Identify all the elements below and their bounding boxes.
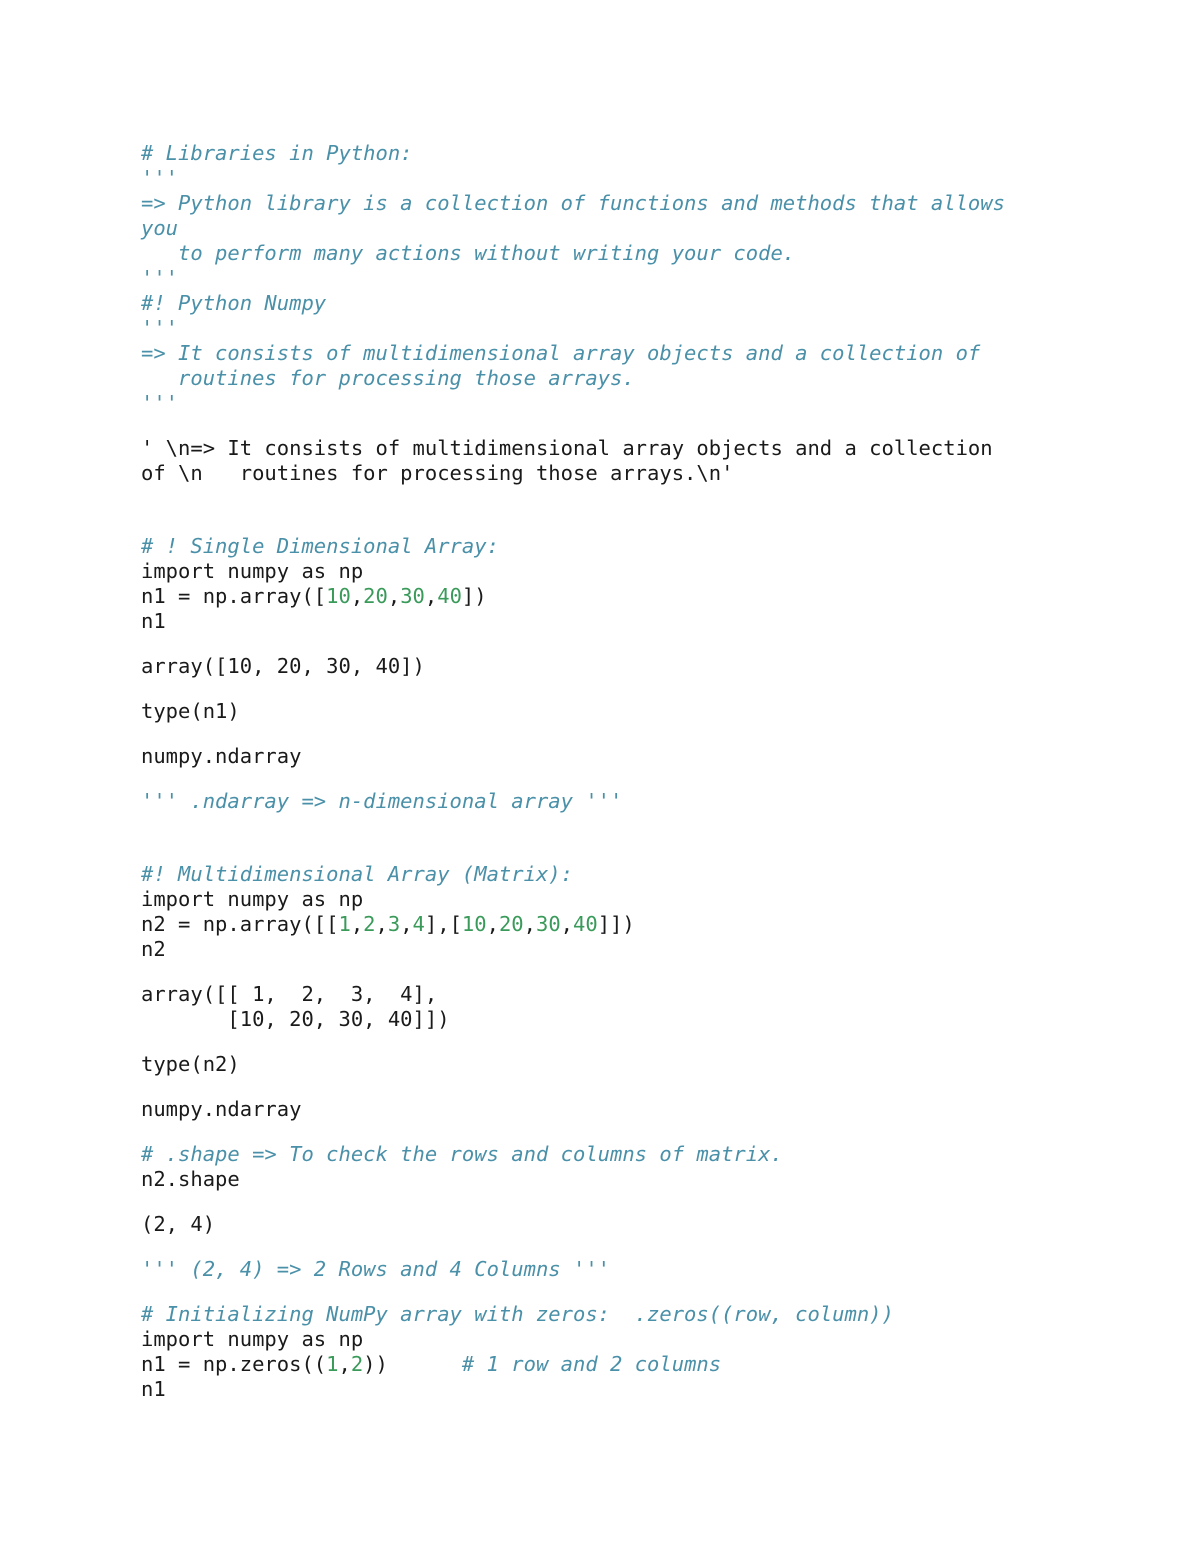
number-token: 1	[338, 912, 351, 936]
code-line	[141, 1302, 1141, 1327]
output-cell	[141, 744, 1141, 769]
code-token: type(n1)	[141, 699, 240, 723]
code-token: numpy.ndarray	[141, 1097, 302, 1121]
code-token: ,	[387, 584, 401, 608]
code-line	[141, 341, 1141, 366]
comment-token: => It consists of multidimensional array objects and a collection of	[141, 341, 981, 365]
code-token: array([10, 20, 30, 40])	[141, 654, 425, 678]
output-cell	[141, 436, 1141, 486]
output-cell	[141, 1212, 1141, 1237]
code-line	[141, 1167, 1141, 1192]
code-line	[141, 391, 1141, 416]
code-token: n2.shape	[141, 1167, 240, 1191]
code-token: ,	[560, 912, 574, 936]
code-token: [10, 20, 30, 40]])	[141, 1007, 450, 1031]
comment-token: ''' (2, 4) => 2 Rows and 4 Columns '''	[141, 1257, 610, 1281]
number-token: 30	[400, 584, 425, 608]
comment-token: '''	[141, 166, 179, 190]
output-line	[141, 982, 1141, 1007]
comment-token: # 1 row and 2 columns	[461, 1352, 722, 1376]
code-token: type(n2)	[141, 1052, 240, 1076]
code-token: array([[ 1, 2, 3, 4],	[141, 982, 438, 1006]
code-token: ' \n=> It consists of multidimensional array objects and a collection	[141, 436, 993, 460]
number-token: 3	[387, 912, 401, 936]
cell-spacer	[141, 962, 1141, 982]
code-line	[141, 609, 1141, 634]
number-token: 2	[363, 912, 376, 936]
code-token: ])	[461, 584, 487, 608]
code-token: ,	[486, 912, 499, 936]
code-token: (2, 4)	[141, 1212, 216, 1236]
comment-token: '''	[141, 266, 179, 290]
code-line	[141, 937, 1141, 962]
number-token: 40	[437, 584, 462, 608]
code-token: ))	[363, 1352, 462, 1376]
number-token: 1	[326, 1352, 339, 1376]
code-cell[interactable]	[141, 1052, 1141, 1077]
code-cell[interactable]	[141, 534, 1141, 634]
output-cell	[141, 982, 1141, 1032]
comment-token: ''' .ndarray => n-dimensional array '''	[141, 789, 623, 813]
code-token: ,	[424, 584, 438, 608]
code-token: ,	[350, 584, 364, 608]
code-token: ,	[400, 912, 413, 936]
code-line	[141, 1142, 1141, 1167]
output-line	[141, 1007, 1141, 1032]
code-token: import numpy as np	[141, 1327, 364, 1351]
number-token: 30	[535, 912, 561, 936]
code-cell[interactable]	[141, 862, 1141, 962]
output-line	[141, 1097, 1141, 1122]
code-token: import numpy as np	[141, 559, 364, 583]
code-token: of \n routines for processing those arrays.\n'	[141, 461, 734, 485]
code-token: ,	[350, 912, 364, 936]
code-token: numpy.ndarray	[141, 744, 302, 768]
code-line	[141, 534, 1141, 559]
code-cell[interactable]	[141, 141, 1141, 416]
code-token: n2 = np.array([[	[141, 912, 339, 936]
code-line	[141, 559, 1141, 584]
comment-token: '''	[141, 316, 179, 340]
cell-spacer	[141, 634, 1141, 654]
number-token: 20	[363, 584, 388, 608]
code-token: ,	[338, 1352, 351, 1376]
code-line	[141, 1052, 1141, 1077]
cell-spacer	[141, 679, 1141, 699]
cell-spacer	[141, 724, 1141, 744]
code-token: n1 = np.array([	[141, 584, 327, 608]
code-token: ]])	[597, 912, 635, 936]
comment-token: '''	[141, 391, 179, 415]
code-line	[141, 584, 1141, 609]
cell-spacer	[141, 416, 1141, 436]
cell-spacer	[141, 1122, 1141, 1142]
output-cell	[141, 654, 1141, 679]
code-token: ,	[375, 912, 388, 936]
comment-token: # ! Single Dimensional Array:	[141, 534, 499, 558]
output-line	[141, 436, 1141, 461]
output-cell	[141, 1097, 1141, 1122]
section-gap	[141, 814, 1141, 862]
section-gap	[141, 486, 1141, 534]
output-line	[141, 744, 1141, 769]
cell-spacer	[141, 1032, 1141, 1052]
code-cell[interactable]	[141, 1302, 1141, 1402]
code-cell[interactable]	[141, 789, 1141, 814]
code-line	[141, 1352, 1141, 1377]
cell-spacer	[141, 1192, 1141, 1212]
code-line	[141, 1377, 1141, 1402]
comment-token: # .shape => To check the rows and columns of matrix.	[141, 1142, 783, 1166]
number-token: 20	[498, 912, 524, 936]
code-line	[141, 266, 1141, 291]
code-token: ],[	[424, 912, 462, 936]
code-token: n2	[141, 937, 166, 961]
code-token: import numpy as np	[141, 887, 364, 911]
output-line	[141, 654, 1141, 679]
code-line	[141, 216, 1141, 241]
code-cell[interactable]	[141, 1257, 1141, 1282]
code-line	[141, 191, 1141, 216]
code-line	[141, 1327, 1141, 1352]
code-token: ,	[523, 912, 536, 936]
code-line	[141, 316, 1141, 341]
cell-spacer	[141, 769, 1141, 789]
number-token: 10	[326, 584, 351, 608]
code-token: n1 = np.zeros((	[141, 1352, 327, 1376]
code-line	[141, 887, 1141, 912]
comment-token: # Libraries in Python:	[141, 141, 413, 165]
code-line	[141, 241, 1141, 266]
comment-token: #! Python Numpy	[141, 291, 327, 315]
comment-token: to perform many actions without writing your code.	[141, 241, 796, 265]
code-line	[141, 1257, 1141, 1282]
code-cell[interactable]	[141, 1142, 1141, 1192]
code-line	[141, 699, 1141, 724]
code-line	[141, 366, 1141, 391]
code-cell[interactable]	[141, 699, 1141, 724]
notebook-page	[141, 141, 1141, 1402]
cell-spacer	[141, 1282, 1141, 1302]
code-line	[141, 166, 1141, 191]
code-line	[141, 291, 1141, 316]
number-token: 10	[461, 912, 487, 936]
output-line	[141, 461, 1141, 486]
cell-spacer	[141, 1237, 1141, 1257]
output-line	[141, 1212, 1141, 1237]
code-line	[141, 141, 1141, 166]
comment-token: routines for processing those arrays.	[141, 366, 635, 390]
code-line	[141, 862, 1141, 887]
number-token: 2	[350, 1352, 364, 1376]
comment-token: # Initializing NumPy array with zeros: .zeros((row, column))	[141, 1302, 894, 1326]
number-token: 4	[412, 912, 425, 936]
code-token: n1	[141, 1377, 166, 1401]
code-line	[141, 789, 1141, 814]
cell-spacer	[141, 1077, 1141, 1097]
code-line	[141, 912, 1141, 937]
comment-token: you	[141, 216, 179, 240]
code-token: n1	[141, 609, 166, 633]
comment-token: => Python library is a collection of functions and methods that allows	[141, 191, 1005, 215]
comment-token: #! Multidimensional Array (Matrix):	[141, 862, 573, 886]
number-token: 40	[573, 912, 598, 936]
